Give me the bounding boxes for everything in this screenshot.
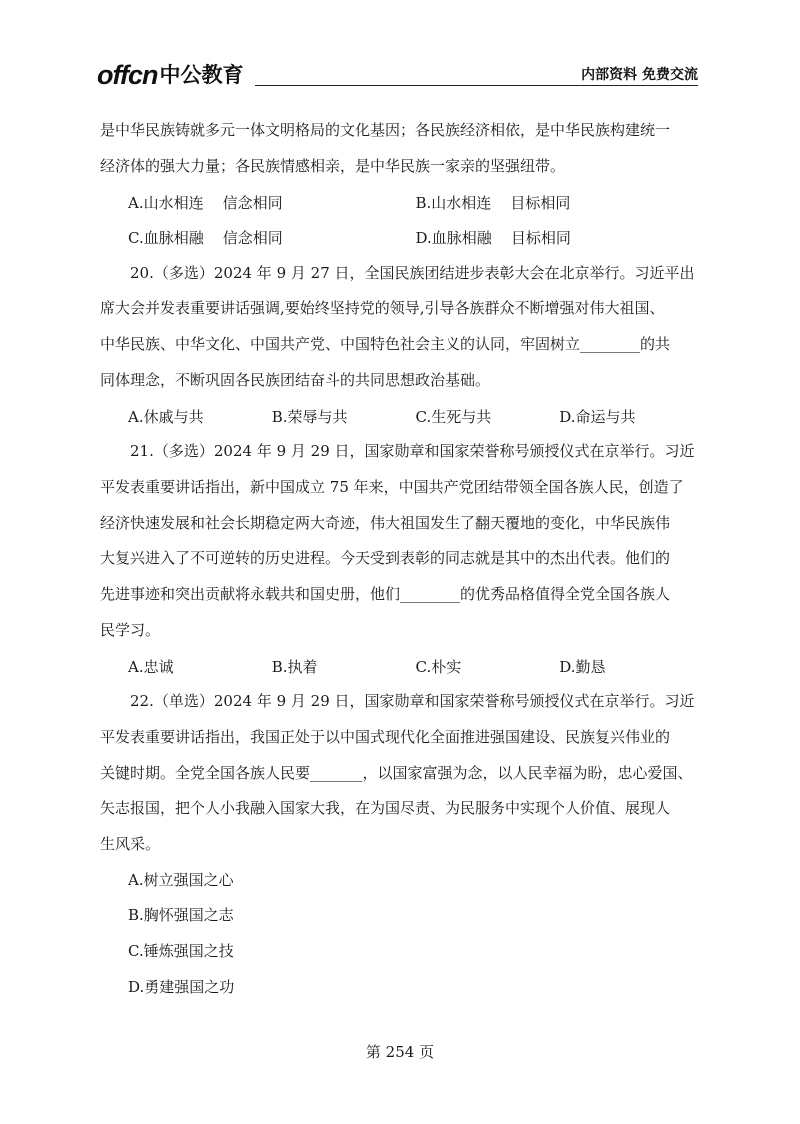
- question-text-line: 20.（多选）2024 年 9 月 27 日，全国民族团结进步表彰大会在北京举行。习近平出: [130, 263, 695, 282]
- logo-chinese: 中公教育: [159, 63, 244, 87]
- option-c: C.锤炼强国之技: [128, 942, 234, 961]
- option-b: B.胸怀强国之志: [128, 906, 234, 925]
- question-text-line: 矢志报国，把个人小我融入国家大我，在为国尽责、为民服务中实现个人价值、展现人: [100, 799, 671, 818]
- question-text-line: 民学习。: [100, 620, 161, 639]
- header-divider: [255, 85, 698, 86]
- options-row: [100, 220, 703, 256]
- option-d: D.勇建强国之功: [128, 977, 235, 996]
- page-header: [97, 60, 698, 88]
- logo-english: offcn: [97, 60, 158, 90]
- question-20: [100, 256, 703, 435]
- options-row: [100, 649, 703, 685]
- options-row: [100, 184, 703, 220]
- question-text-line: 中华民族、中华文化、中国共产党、中国特色社会主义的认同，牢固树立________的共: [100, 335, 671, 354]
- question-text-line: 大复兴进入了不可逆转的历史进程。今天受到表彰的同志就是其中的杰出代表。他们的: [100, 549, 671, 568]
- offcn-logo: [97, 60, 244, 88]
- option-d: D.血脉相融 目标相同: [415, 229, 571, 248]
- option-b: B.执着: [271, 657, 318, 676]
- question-text-line: 是中华民族铸就多元一体文明格局的文化基因；各民族经济相依，是中华民族构建统一: [100, 121, 671, 139]
- option-b: B.山水相连 目标相同: [415, 193, 571, 212]
- question-text-line: 平发表重要讲话指出，新中国成立 75 年来，中国共产党团结带领全国各族人民，创造了: [100, 477, 684, 496]
- question-text-line: 经济体的强大力量；各民族情感相亲，是中华民族一家亲的坚强纽带。: [100, 156, 566, 175]
- question-text-line: 22.（单选）2024 年 9 月 29 日，国家勋章和国家荣誉称号颁授仪式在京举行。习近: [130, 692, 695, 711]
- question-21: [100, 434, 703, 684]
- option-c: C.生死与共: [415, 407, 492, 426]
- option-d: D.勤恳: [559, 657, 606, 676]
- option-a: A.树立强国之心: [128, 870, 234, 889]
- question-text-line: 关键时期。全党全国各族人民要_______，以国家富强为念，以人民幸福为盼，忠心爱国、: [100, 763, 693, 782]
- option-c: C.血脉相融 信念相同: [128, 229, 283, 248]
- option-a: A.忠诚: [128, 657, 174, 676]
- option-b: B.荣辱与共: [271, 407, 348, 426]
- question-text-line: 先进事迹和突出贡献将永载共和国史册，他们________的优秀品格值得全党全国各族人: [100, 585, 671, 604]
- option-a: A.休戚与共: [128, 407, 204, 426]
- question-text-line: 平发表重要讲话指出，我国正处于以中国式现代化全面推进强国建设、民族复兴伟业的: [100, 727, 671, 746]
- question-22: [100, 684, 703, 1005]
- options-row: [100, 399, 703, 435]
- option-a: A.山水相连 信念相同: [128, 193, 283, 212]
- question-text-line: 生风采。: [100, 835, 161, 853]
- option-c: C.朴实: [415, 657, 462, 676]
- question-text-line: 席大会并发表重要讲话强调,要始终坚持党的领导,引导各族群众不断增强对伟大祖国、: [100, 299, 665, 318]
- page-number: 第 254 页: [365, 1043, 435, 1061]
- header-note: 内部资料 免费交流: [581, 67, 698, 83]
- question-text-line: 同体理念，不断巩固各民族团结奋斗的共同思想政治基础。: [100, 370, 491, 389]
- question-text-line: 21.（多选）2024 年 9 月 29 日，国家勋章和国家荣誉称号颁授仪式在京举行。习近: [130, 442, 695, 461]
- option-d: D.命运与共: [559, 407, 636, 426]
- document-body: [100, 113, 703, 1005]
- question-19-continued: [100, 113, 703, 256]
- question-text-line: 经济快速发展和社会长期稳定两大奇迹，伟大祖国发生了翻天覆地的变化，中华民族伟: [100, 513, 671, 532]
